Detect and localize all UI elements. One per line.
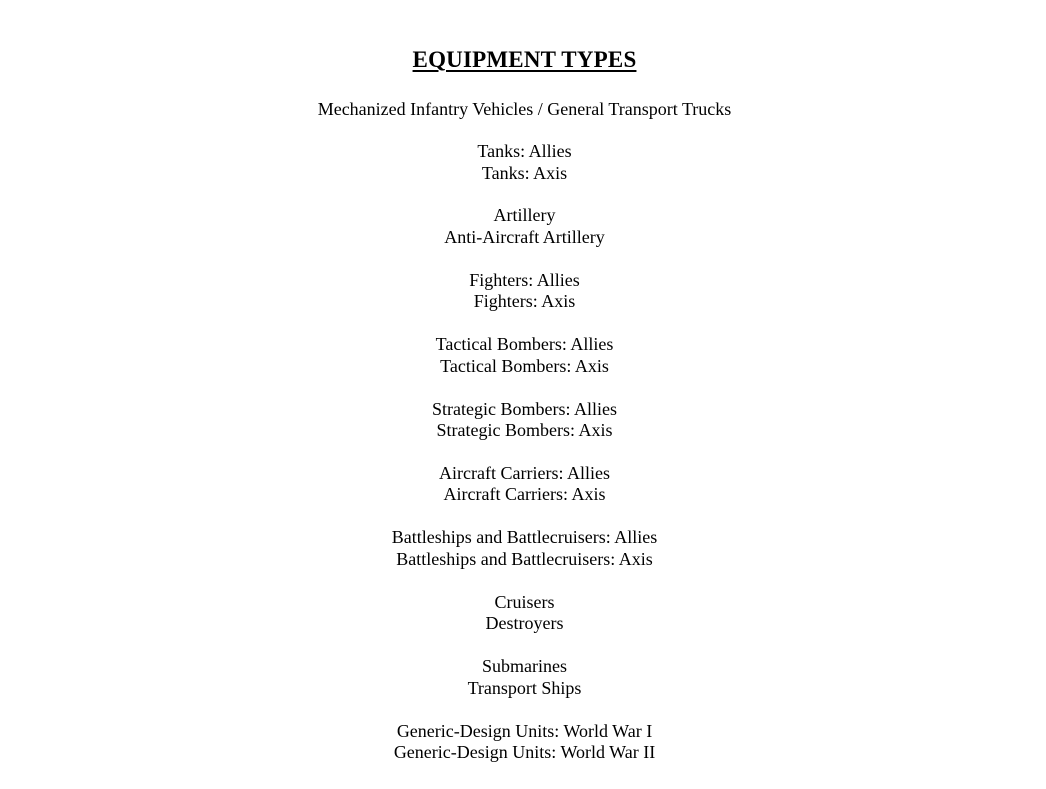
equipment-item: Tanks: Allies (477, 141, 572, 161)
equipment-item: Generic-Design Units: World War II (393, 742, 656, 763)
equipment-group-submarines-transports (0, 656, 1046, 720)
equipment-item: Battleships and Battlecruisers: Allies (391, 527, 658, 548)
equipment-list (0, 141, 1046, 785)
page-title: EQUIPMENT TYPES (412, 47, 637, 72)
equipment-item: Tactical Bombers: Axis (440, 355, 609, 376)
equipment-group-tanks (0, 141, 1046, 205)
equipment-group-battleships (0, 527, 1046, 591)
equipment-item: Anti-Aircraft Artillery (444, 226, 605, 247)
equipment-item: Generic-Design Units: World War I (396, 720, 653, 741)
equipment-item: Battleships and Battlecruisers: Axis (396, 548, 653, 569)
equipment-group-generic-design (0, 721, 1046, 785)
equipment-group-cruisers-destroyers (0, 592, 1046, 656)
equipment-item: Transport Ships (467, 677, 582, 698)
equipment-item: Aircraft Carriers: Allies (439, 462, 610, 483)
equipment-item: Fighters: Axis (473, 291, 576, 312)
equipment-item: Tactical Bombers: Allies (435, 334, 614, 355)
subtitle-line: Mechanized Infantry Vehicles / General Transport Trucks (317, 99, 732, 119)
equipment-item: Aircraft Carriers: Axis (443, 484, 606, 505)
equipment-item: Submarines (482, 656, 567, 677)
equipment-item: Strategic Bombers: Allies (432, 398, 617, 419)
equipment-item: Cruisers (494, 591, 555, 612)
equipment-item: Strategic Bombers: Axis (436, 420, 613, 441)
equipment-group-aircraft-carriers (0, 463, 1046, 527)
equipment-group-tactical-bombers (0, 334, 1046, 398)
equipment-group-fighters (0, 270, 1046, 334)
equipment-item: Tanks: Axis (481, 162, 568, 183)
equipment-group-artillery (0, 205, 1046, 269)
equipment-group-strategic-bombers (0, 399, 1046, 463)
equipment-item: Destroyers (485, 613, 564, 634)
equipment-item: Fighters: Allies (469, 269, 580, 290)
equipment-item: Artillery (493, 205, 556, 226)
